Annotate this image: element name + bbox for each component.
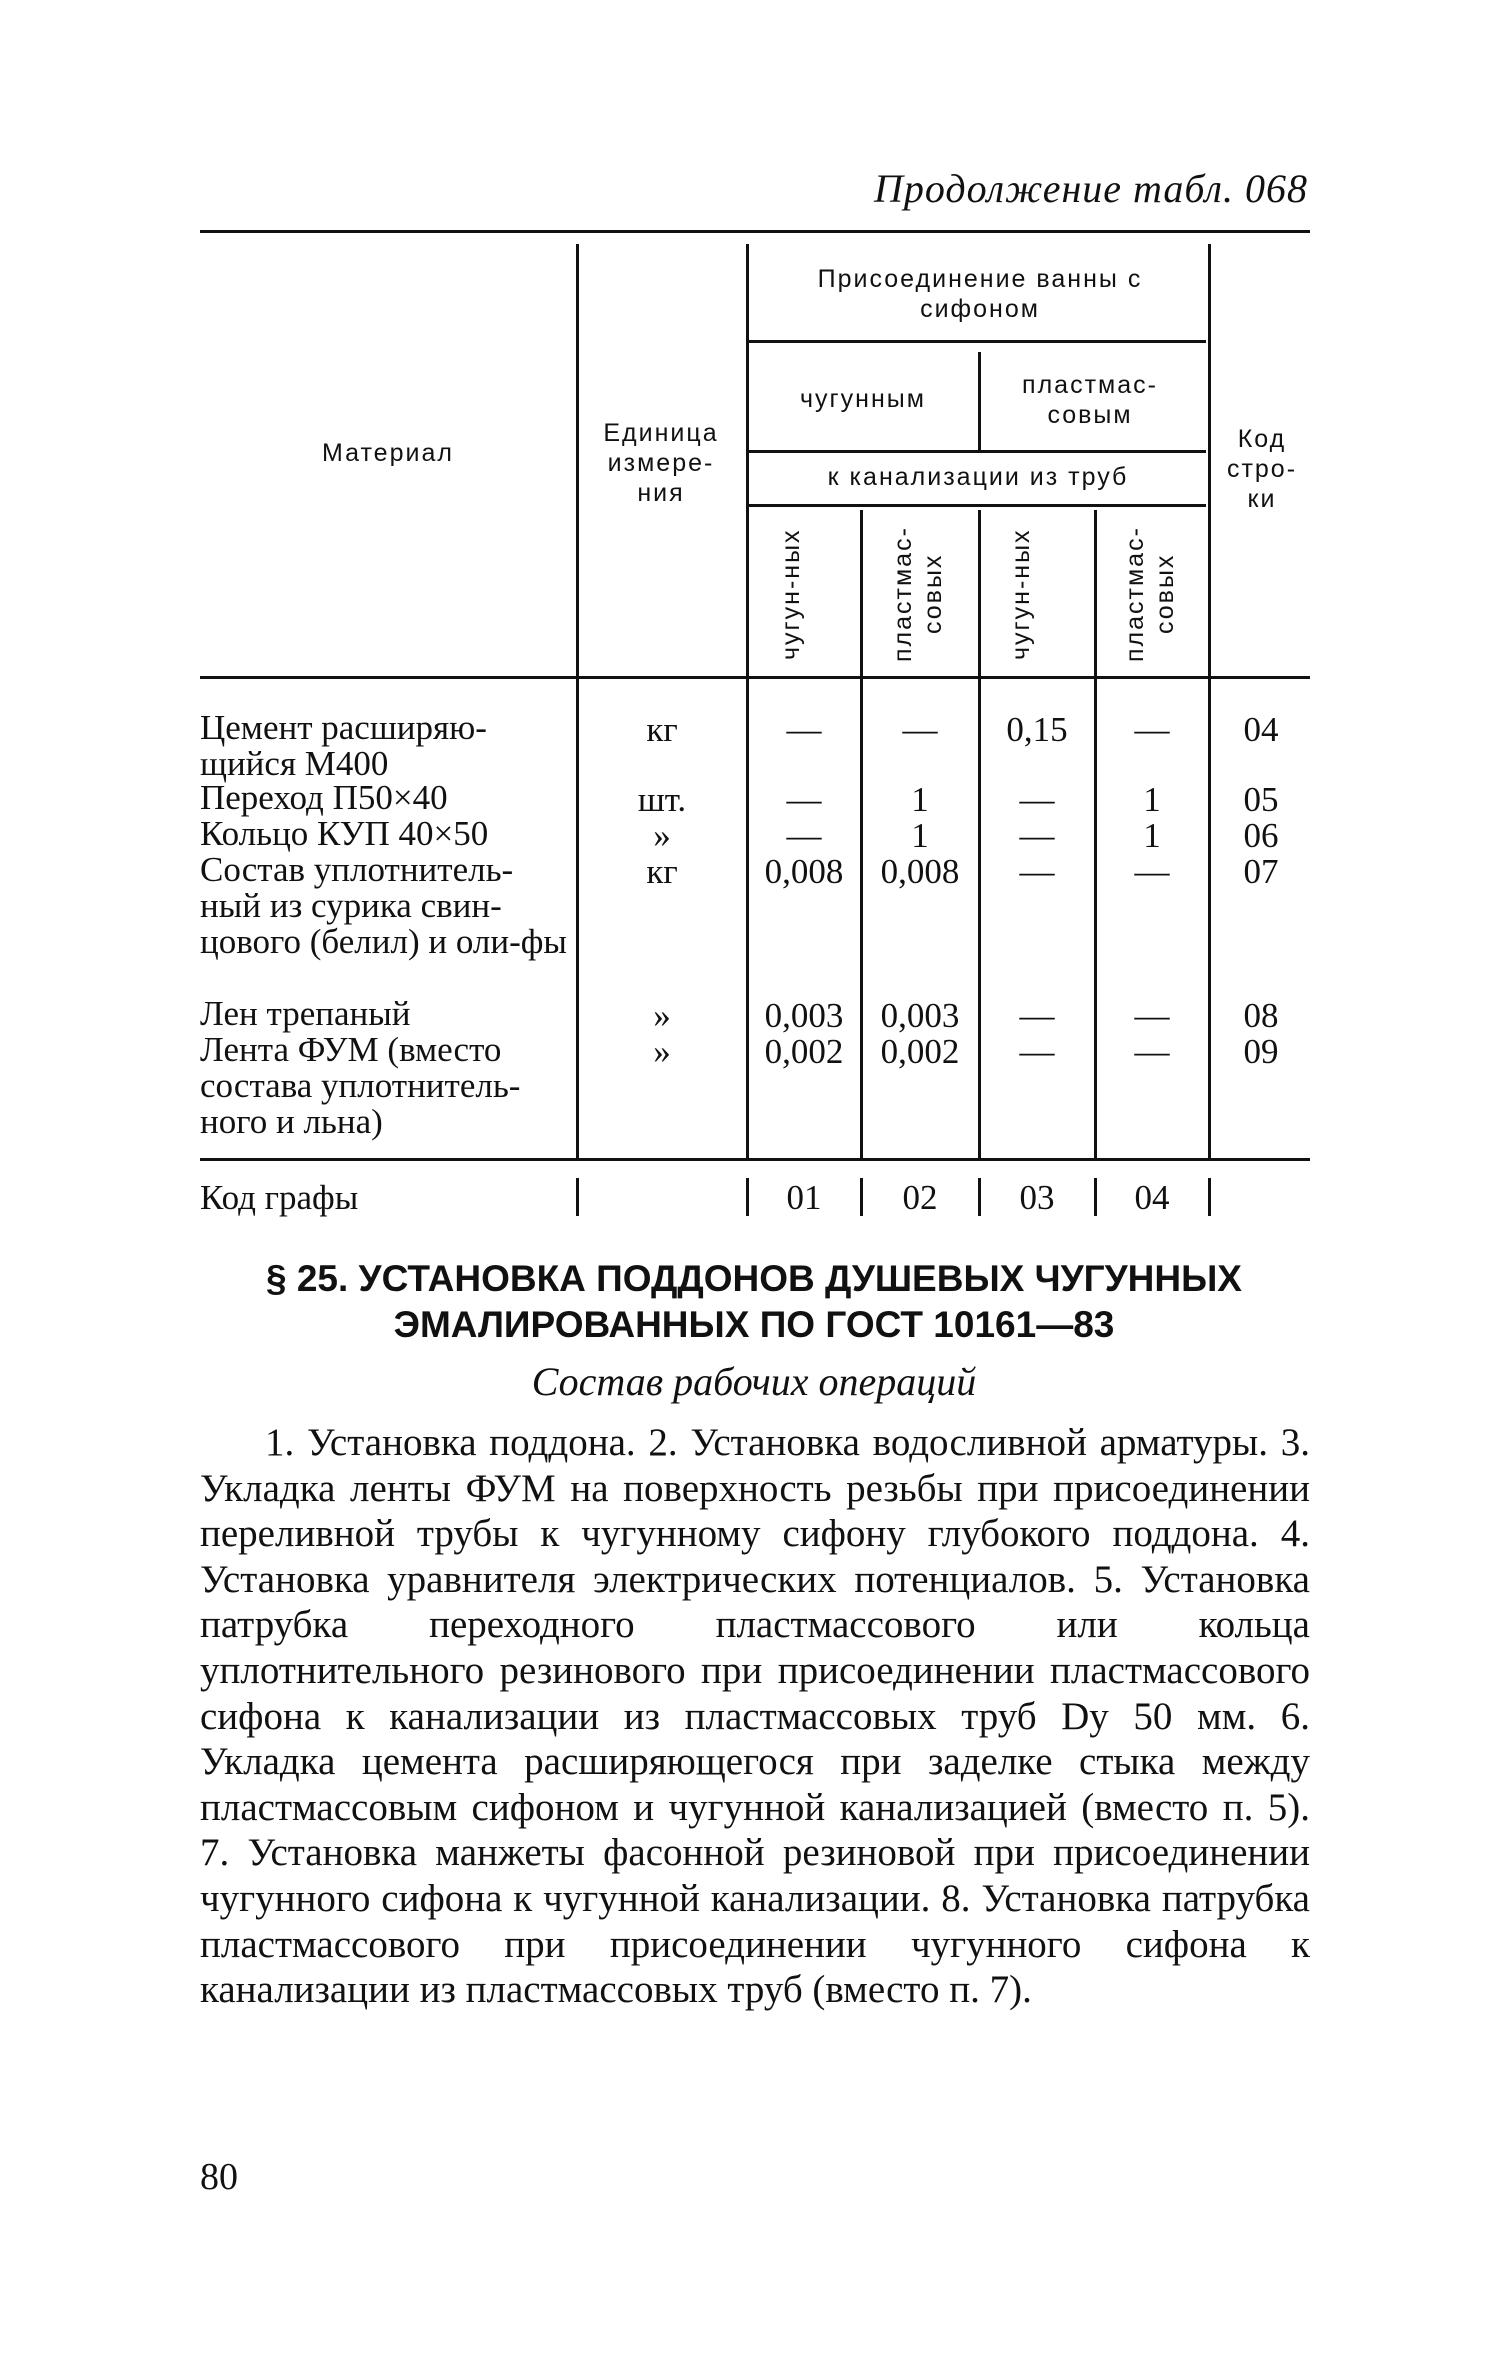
footer-tick [860, 1178, 863, 1216]
material-cell: Кольцо КУП 40×50 [200, 814, 489, 853]
header-sub-cast-iron-2: чугун-ных [1007, 528, 1035, 660]
unit-cell: кг [646, 852, 678, 891]
row-code-cell: 08 [1243, 996, 1279, 1035]
value-cell-03: 0,15 [1006, 710, 1068, 749]
value-cell-02: 0,008 [880, 852, 960, 891]
column-code-03: 03 [1019, 1178, 1055, 1217]
material-cell: Переход П50×40 [200, 778, 448, 817]
row-code-cell: 06 [1243, 816, 1279, 855]
unit-cell: шт. [637, 780, 687, 819]
value-cell-04: — [1134, 852, 1170, 891]
column-code-01: 01 [786, 1178, 822, 1217]
value-cell-01: 0,008 [764, 852, 844, 891]
value-cell-04: — [1134, 1032, 1170, 1071]
material-cell: Состав уплотнитель-ный из сурика свин-цового (белил) и оли-фы [200, 850, 567, 961]
value-cell-04: 1 [1143, 816, 1161, 855]
value-cell-03: — [1019, 996, 1055, 1035]
table-vline [978, 352, 981, 452]
material-cell: Цемент расширяю-щийся М400 [200, 708, 487, 783]
header-rule-sewer [748, 504, 1206, 507]
value-cell-03: — [1019, 780, 1055, 819]
value-cell-02: 0,002 [880, 1032, 960, 1071]
unit-cell: » [653, 816, 671, 855]
unit-cell: » [653, 996, 671, 1035]
value-cell-04: — [1134, 710, 1170, 749]
value-cell-03: — [1019, 852, 1055, 891]
section-heading-line1: § 25. УСТАНОВКА ПОДДОНОВ ДУШЕВЫХ ЧУГУННЫХ [265, 1258, 1242, 1299]
header-sewer: к канализации из труб [827, 463, 1129, 491]
value-cell-02: 0,003 [880, 996, 960, 1035]
body-paragraph: 1. Установка поддона. 2. Установка водосливной арматуры. 3. Укладка ленты ФУМ на поверхность резьбы при присоединении переливной трубы к чугунному сифону глубокого поддона. 4. Установка уравнителя электрических потенциалов. 5. Установка патрубка переходного пластмассового или кольца уплотнительного резинового при присоединении пластмассового сифона к канализации из пластмассовых труб Dу 50 мм. 6. Укладка цемента расширяющегося при заделке стыка между пластмассовым сифоном и чугунной канализацией (вместо п. 5). 7. Установка манжеты фасонной резиновой при присоединении чугунного сифона к чугунной канализации. 8. Установка патрубка пластмассового при присоединении чугунного сифона к канализации из пластмассовых труб (вместо п. 7). [200, 1421, 1310, 2012]
footer-tick [978, 1178, 981, 1216]
header-unit: Единица измере-ния [603, 419, 719, 507]
value-cell-01: 0,002 [764, 1032, 844, 1071]
table-caption: Продолжение табл. 068 [873, 166, 1308, 211]
footer-tick [746, 1178, 749, 1216]
header-material: Материал [322, 439, 454, 467]
header-sub-plastic-1: пластмас-совых [889, 526, 947, 662]
footer-tick [576, 1178, 579, 1216]
page-number: 80 [200, 2156, 238, 2198]
value-cell-01: 0,003 [764, 996, 844, 1035]
table-top-rule [200, 230, 1310, 233]
header-connection: Присоединение ванны с сифоном [817, 265, 1143, 323]
header-bottom-rule [200, 676, 1310, 679]
value-cell-02: 1 [911, 816, 929, 855]
header-rule-connection [748, 340, 1206, 343]
row-code-cell: 05 [1243, 780, 1279, 819]
value-cell-01: — [786, 780, 822, 819]
table-vline [1208, 244, 1211, 1158]
column-code-02: 02 [902, 1178, 938, 1217]
value-cell-03: — [1019, 816, 1055, 855]
header-sub-plastic-2: пластмас-совых [1121, 526, 1179, 662]
row-code-cell: 04 [1243, 710, 1279, 749]
header-plastic: пластмас-совым [1022, 371, 1158, 429]
header-row-code: Код стро-ки [1226, 425, 1298, 513]
header-cast-iron: чугунным [800, 385, 926, 413]
value-cell-04: — [1134, 996, 1170, 1035]
value-cell-04: 1 [1143, 780, 1161, 819]
value-cell-02: — [902, 710, 938, 749]
row-code-cell: 07 [1243, 852, 1279, 891]
footer-label: Код графы [200, 1178, 359, 1217]
value-cell-03: — [1019, 1032, 1055, 1071]
subheading: Состав рабочих операций [531, 1359, 977, 1404]
table-vline [978, 510, 981, 1158]
table-vline [746, 244, 749, 1158]
value-cell-01: — [786, 816, 822, 855]
material-cell: Лента ФУМ (вместо состава уплотнитель-ного и льна) [200, 1030, 521, 1141]
table-vline [1094, 510, 1097, 1158]
footer-tick [1208, 1178, 1211, 1216]
header-sub-cast-iron-1: чугун-ных [777, 528, 805, 660]
table-vline [576, 244, 579, 1158]
body-bottom-rule [200, 1158, 1310, 1161]
row-code-cell: 09 [1243, 1032, 1279, 1071]
unit-cell: кг [646, 710, 678, 749]
value-cell-01: — [786, 710, 822, 749]
section-heading-line2: ЭМАЛИРОВАННЫХ ПО ГОСТ 10161—83 [393, 1304, 1115, 1345]
footer-tick [1094, 1178, 1097, 1216]
table-vline [860, 510, 863, 1158]
material-cell: Лен трепаный [200, 994, 411, 1033]
value-cell-02: 1 [911, 780, 929, 819]
column-code-04: 04 [1134, 1178, 1170, 1217]
header-rule-type [748, 450, 1206, 453]
unit-cell: » [653, 1032, 671, 1071]
